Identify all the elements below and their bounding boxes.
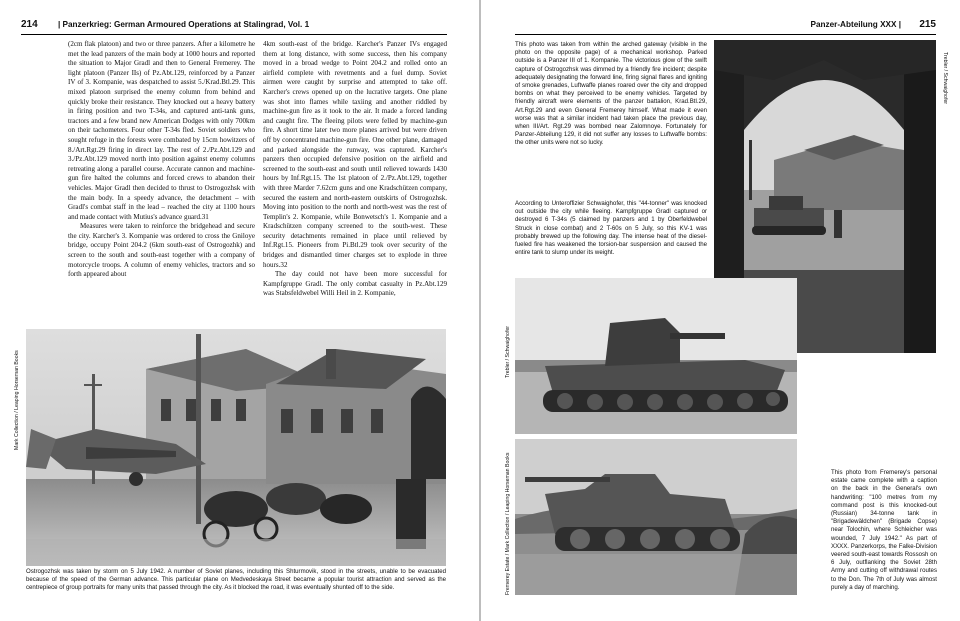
left-photo-credit: Mark Collection / Leaping Horseman Books bbox=[14, 350, 20, 450]
street-scene-image bbox=[26, 329, 446, 566]
t34-image bbox=[515, 439, 797, 595]
right-page-number: 215 bbox=[919, 19, 936, 30]
right-header-rule bbox=[515, 34, 936, 35]
left-text-column-1 bbox=[68, 40, 255, 280]
right-top-caption: This photo was taken from within the arched gateway (visible in the photo on the opposite page) of a mechanical workshop. Parked outside is a Panzer III of 1. Kompanie. The victorious glow of the swift capture of Ostrogozhsk was dimmed by a friendly fire incident; despite adequately designating the forward line, firing signal flares and igniting of smoke grenades, Luftwaffe planes roared over the city and dropped bombs on what they perceived to be enemy vehicles. Targeted by friendly aircraft were elements of the panzer battalion, Krad.Btl.29, Art.Rgt.29 and even General Fremerey himself. What made it even worse was that a similar incident had taken place the previous day, when III/Art. Rgt.29 was bombed near Zalomnoye. Fortunately for Panzer-Abteilung 129, it did not suffer any losses to Luftwaffe bombs: the other units were not so lucky. bbox=[515, 41, 707, 147]
right-middle-photo-credit: Trebler / Schwaighofer bbox=[505, 326, 511, 378]
photo-ostrogozhsk-street bbox=[26, 329, 446, 566]
right-page bbox=[481, 0, 960, 621]
left-page-number: 214 bbox=[21, 19, 38, 30]
right-middle-caption: According to Unteroffizier Schwaighofer, this "44-tonner" was knocked out outside the city while fleeing. Kampfgruppe Gradl captured or destroyed 6 T-34s (5 claimed by panzers and 1 by Oberfeldwebel Struck in close combat) and 2 T-60s on 5 July, so this KV-1 was probably brewed up the following day. The intense heat of the diesel-fueled fire has weakened the torsion-bar suspension and caused the entire tank to slump under its weight. bbox=[515, 200, 707, 257]
left-header-rule bbox=[21, 34, 447, 35]
paragraph: The day could not have been more successful for Kampfgruppe Gradl. The only combat casualty in Pz.Abt.129 was Stabsfeldwebel Willi Heil in 2. Kompanie, bbox=[263, 270, 447, 298]
paragraph: 4km south-east of the bridge. Karcher's Panzer IVs engaged them at long distance, with some success, then his company moved in a broad wedge to Point 204.2 and rolled onto an airfield complete with revetments and a fuel dump. Soviet airmen were caught by surprise and attempted to take off. Karcher's crews opened up on the lucrative targets. One plane was shot into flames while taxiing and another riddled by machine-gun fire as it took to the air. It made a forced landing and caught fire. The fleeing pilots were felled by machine-gun fire. A short time later two more planes arrived but were driven off by concentrated machine-gun fire. One other plane, damaged and parked alongside the runway, was captured. Karcher's panzers then occupied defensive position on the airfield and screened to the south-east and south until relieved towards 1430 hours by Inf.Rgt.15. The 1st platoon of 2./Pz.Abt.129, together with three Marder 7.62cm guns and one Kradschützen company, secured the eastern and north-eastern outskirts of Ostrogozhsk. Moving into position to the north and north-west was the rest of Templin's 2. Kompanie, while Bonwetsch's 1. Kompanie and a Kradschützen company screened to the south-west. These security detachments remained in place until relieved by Inf.Rgt.15. Pioneers from Pi.Btl.29 took over security of the bridges and dismantled timer charges set to explode in three hours.32 bbox=[263, 40, 447, 269]
right-bottom-caption: This photo from Fremerey's personal estate came complete with a caption on the back in the General's own handwriting: "100 metres from my command post is this knocked-out (Russian) 34-tonne tank in "Brigadewäldchen" (Brigade Copse) near Tolochin, where Schleicher was wounded, 7 July 1942." As part of XXXX. Panzerkorps, the Falke-Division veered south-east towards Rossosh on 6 July, outflanking the Soviet 28th Army and cutting off withdrawal routes to the Don. The 7th of July was almost purely a day of marching. bbox=[831, 469, 937, 591]
left-running-head bbox=[21, 18, 309, 32]
photo-kv1-tank bbox=[515, 278, 797, 434]
left-header-title: | Panzerkrieg: German Armoured Operations at Stalingrad, Vol. 1 bbox=[57, 20, 310, 29]
paragraph: (2cm flak platoon) and two or three panzers. After a kilometre he met the lead panzers of the main body at 1000 hours and reported the situation to Major Gradl and then to General Fremerey. The light platoon (Panzer IIs) of Pz.Abt.129, reinforced by a Panzer IV of 3. Kompanie, was despatched to assist 5./Krad.Btl.29. This mixed platoon surprised the enemy column from behind and quickly broke their resistance. They knocked out a heavy battery in firing position and two T-34s, and captured anti-tank guns, tractors and a few brand new American Dodges with only 700km on their tachometers. Four other T-34s fled. Soviet soldiers who sought refuge in the forests were combated by 15cm howitzers of 8./Art.Rgt.29 firing in direct lay. The rest of 2./Pz.Abt.129 and 3./Pz.Abt.129 moved north into position against enemy columns retreating along a parallel course. Accurate cannon and machine-gun fire halted the columns and forced crews to abandon their vehicles. Major Gradl then decided to thrust to Ostrogozhsk with the main body. In a speedy advance, the detachment – with Gradl's combat staff in the lead – reached the city at 1100 hours and made contact with Mutius's advance guard.31 bbox=[68, 40, 255, 221]
left-photo-caption: Ostrogozhsk was taken by storm on 5 July 1942. A number of Soviet planes, including this Shturmovik, stood in the streets, unable to be evacuated because of the speed of the German advance. This particular plane on Medvedeskaya Street became a popular tourist attraction and served as the centrepiece of group portraits for many units that passed through the city. As it blocked the road, it was eventually shunted off to the side. bbox=[26, 568, 446, 592]
photo-t34-tank bbox=[515, 439, 797, 595]
right-header-title: Panzer-Abteilung XXX | bbox=[810, 20, 902, 29]
right-top-photo-credit: Trebler / Schwaighofer bbox=[942, 52, 948, 104]
right-running-head bbox=[810, 18, 936, 32]
paragraph: Measures were taken to reinforce the bridgehead and secure the city. Karcher's 3. Kompanie was ordered to cross the Gniloye bridge, occupy Point 204.2 (6km south-east of Ostrogozhk) and screen to the south and south-east together with a company of motorcycle troops. A column of enemy vehicles, tractors and so forth appeared about bbox=[68, 222, 255, 279]
right-bottom-photo-credit: Fremerey Estate / Mark Collection / Leaping Horseman Books bbox=[505, 452, 511, 595]
kv1-image bbox=[515, 278, 797, 434]
left-text-column-2 bbox=[263, 40, 447, 299]
